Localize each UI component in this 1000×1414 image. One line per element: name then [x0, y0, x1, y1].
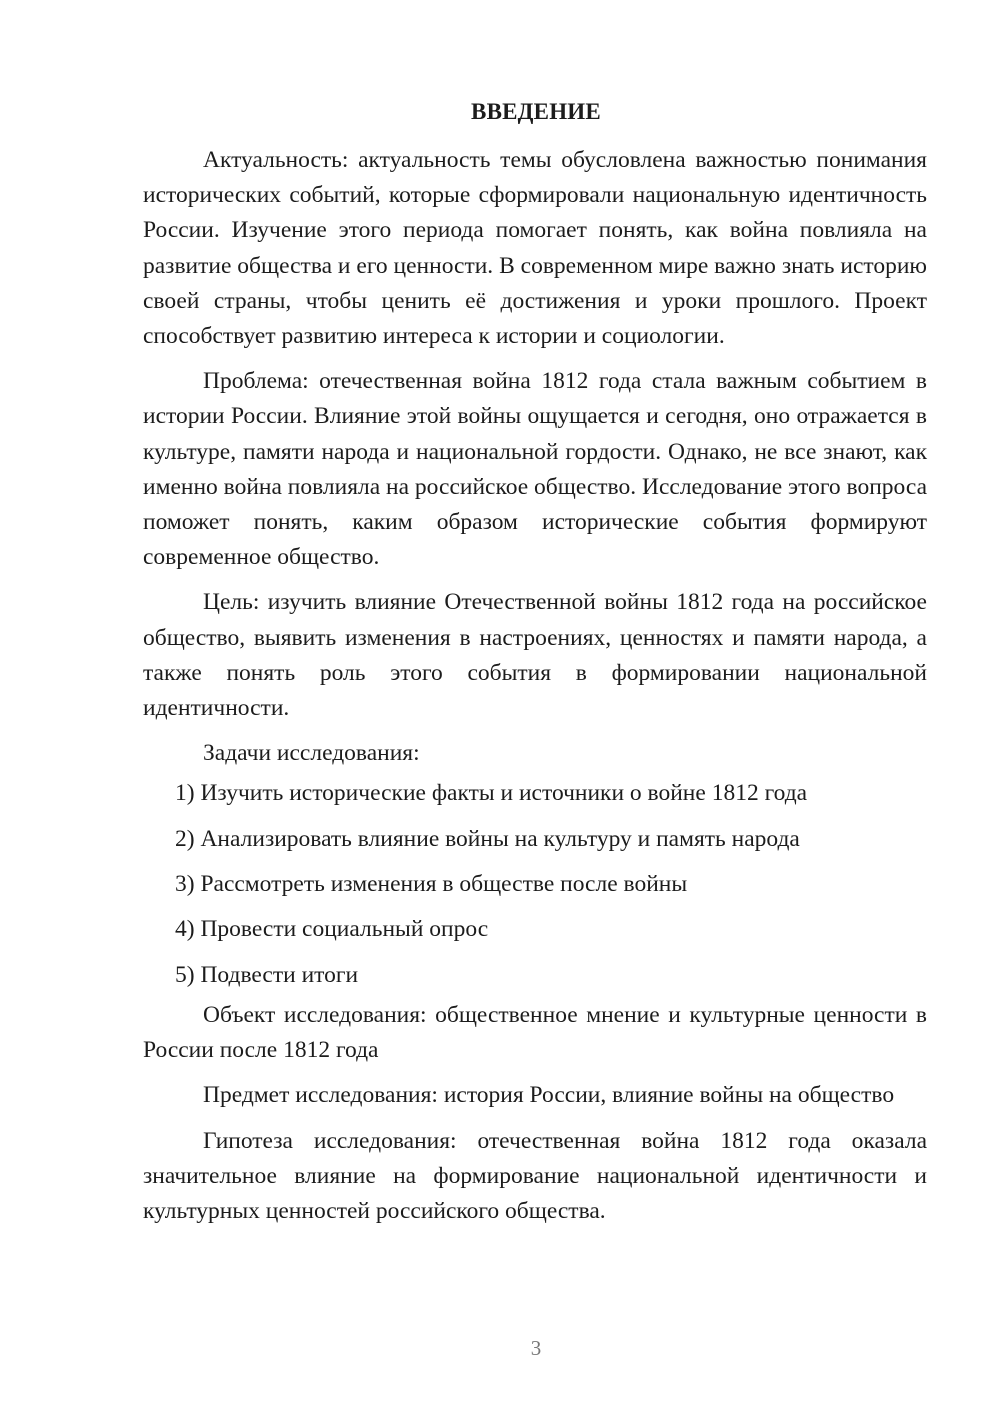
- problem-paragraph: Проблема: отечественная война 1812 года стала важным событием в истории России. Влияние этой войны ощущается и сегодня, оно отражается в культуре, памяти народа и национальной гордости. Однако, не все знают, как именно война повлияла на российское общество. Исследование этого вопроса поможет понять, каким образом исторические события формируют современное общество.: [143, 368, 928, 571]
- subject-paragraph: Предмет исследования: история России, влияние войны на общество: [203, 1082, 895, 1109]
- hypothesis-paragraph: Гипотеза исследования: отечественная война 1812 года оказала значительное влияние на формирование национальной идентичности и культурных ценностей российского общества.: [143, 1127, 927, 1224]
- body-text: [143, 143, 927, 1229]
- object-paragraph: Объект исследования: общественное мнение и культурные ценности в России после 1812 года: [143, 1001, 927, 1064]
- task-item: 5) Подвести итоги: [175, 961, 359, 988]
- goal-paragraph: Цель: изучить влияние Отечественной войны 1812 года на российское общество, выявить изменения в настроениях, ценностях и памяти народа, а также понять роль этого события в формировании национальной идентичности.: [143, 589, 927, 722]
- task-item: 4) Провести социальный опрос: [175, 916, 489, 943]
- task-item: 2) Анализировать влияние войны на культуру и память народа: [175, 825, 800, 852]
- section-heading: ВВЕДЕНИЕ: [471, 99, 601, 124]
- tasks-title: Задачи исследования:: [203, 740, 420, 767]
- task-item: 1) Изучить исторические факты и источники о войне 1812 года: [175, 780, 808, 807]
- page-number: 3: [530, 1336, 542, 1360]
- task-item: 3) Рассмотреть изменения в обществе после войны: [175, 871, 688, 898]
- tasks-list: [143, 771, 927, 997]
- relevance-paragraph: Актуальность: актуальность темы обусловлена важностью понимания исторических событий, которые сформировали национальную идентичность России. Изучение этого периода помогает понять, как война повлияла на развитие общества и его ценности. В современном мире важно знать историю своей страны, чтобы ценить её достижения и уроки прошлого. Проект способствует развитию интереса к истории и социологии.: [143, 147, 927, 350]
